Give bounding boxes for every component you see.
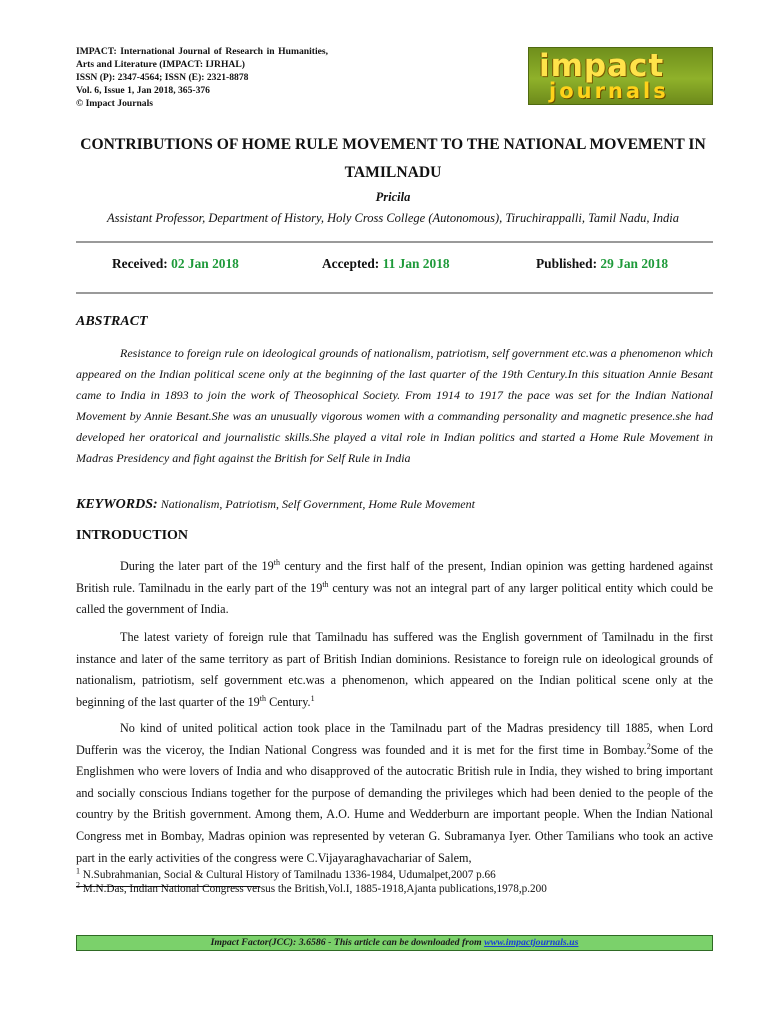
footer-text: Impact Factor(JCC): 3.6586 - This article can be downloaded from	[210, 937, 485, 948]
intro-paragraph-3: No kind of united political action took place in the Tamilnadu part of the Madras presidency till 1885, when Lord Dufferin was the viceroy, the Indian National Congress was founded and it is met for the first time in Bombay.$^2$Some of the Englishmen who were lovers of India and who disapproved of the autocratic British rule in India, they wished to bring important and socially conscious Indians together for the purpose of demanding the privileges which had been denied to the people of the country by the British government. Among them, A.O. Hume and Wedderburn are important people. When the Indian National Congress met in Bombay, Madras opinion was represented by veteran G. Subramanya Iyer. Other Tamilians who took an active part in the early activities of the congress were C.Vijayaraghavachariar of Salem,	[76, 721, 714, 865]
footer-link[interactable]: www.impactjournals.us	[484, 937, 579, 948]
logo-text-journals: journals	[549, 79, 669, 103]
journal-info	[76, 45, 328, 110]
keywords	[76, 497, 475, 513]
abstract-heading: ABSTRACT	[76, 314, 148, 329]
published-label: Published:	[536, 256, 598, 271]
published-date	[536, 256, 668, 272]
divider-bottom	[76, 292, 713, 294]
keywords-text: Nationalism, Patriotism, Self Government, Home Rule Movement	[160, 497, 475, 511]
journal-volume: Vol. 6, Issue 1, Jan 2018, 365-376	[76, 85, 210, 96]
journal-copyright: © Impact Journals	[76, 98, 153, 109]
introduction-heading: INTRODUCTION	[76, 528, 189, 543]
footnotes	[76, 868, 713, 896]
journal-name: IMPACT: International Journal of Research in Humanities, Arts and Literature (IMPACT: IJRHAL)	[76, 46, 328, 70]
intro-paragraph-2: The latest variety of foreign rule that Tamilnadu has suffered was the English government of Tamilnadu in the first instance and later of the same territory as part of British Indian dominions. Resistance to foreign rule on ideological grounds of nationalism, patriotism, self government etc.was a phenomenon, which appeared on the Indian political scene only at the beginning of the last quarter of the 19th Century.$^1$	[76, 630, 713, 709]
keywords-label: KEYWORDS:	[76, 497, 158, 512]
author-name: Pricila	[375, 190, 411, 204]
accepted-value: 11 Jan 2018	[382, 256, 450, 271]
footer-bar	[76, 935, 713, 951]
received-value: 02 Jan 2018	[171, 256, 239, 271]
author-affiliation: Assistant Professor, Department of History, Holy Cross College (Autonomous), Tiruchirappalli, Tamil Nadu, India	[107, 211, 679, 225]
article-title: CONTRIBUTIONS OF HOME RULE MOVEMENT TO THE NATIONAL MOVEMENT IN TAMILNADU	[80, 136, 706, 181]
logo-text-impact: impact	[539, 48, 665, 84]
accepted-date	[322, 256, 450, 272]
published-value: 29 Jan 2018	[600, 256, 669, 271]
journal-issn: ISSN (P): 2347-4564; ISSN (E): 2321-8878	[76, 72, 249, 83]
footnote-ref-1: 1	[310, 693, 315, 703]
footnote-ref-2: 2	[646, 741, 651, 751]
abstract-text: Resistance to foreign rule on ideological grounds of nationalism, patriotism, self government etc.was a phenomenon which appeared on the Indian political scene only at the beginning of the last quarter of the 19th Century.In this situation Annie Besant came to India in 1893 to join the work of Theosophical Society. From 1914 to 1917 the pace was set for the Indian National Movement by Annie Besant.She was an unusually vigorous women with a commanding personality and magnetic presence.she had developed her oratorical and journalistic skills.She played a vital role in Indian politics and started a Home Rule Movement in Madras Presidency and fight against the British for Self Rule in India	[76, 346, 713, 465]
footnote-2: $^2$ M.N.Das, Indian National Congress versus the British,Vol.I, 1885-1918,Ajanta publications,1978,p.200	[76, 880, 547, 895]
intro-paragraph-1: During the later part of the 19th century and the first half of the present, Indian opinion was getting hardened against British rule. Tamilnadu in the early part of the 19th century was not an integral part of any larger political entity which could be called the government of India.	[76, 557, 713, 617]
received-label: Received:	[112, 256, 168, 271]
footnote-1: $^1$ N.Subrahmanian, Social & Cultural History of Tamilnadu 1336-1984, Udumalpet,2007 p.66	[76, 866, 496, 881]
divider-top	[76, 241, 713, 243]
received-date	[112, 256, 239, 272]
impact-journals-logo	[528, 47, 713, 105]
accepted-label: Accepted:	[322, 256, 380, 271]
